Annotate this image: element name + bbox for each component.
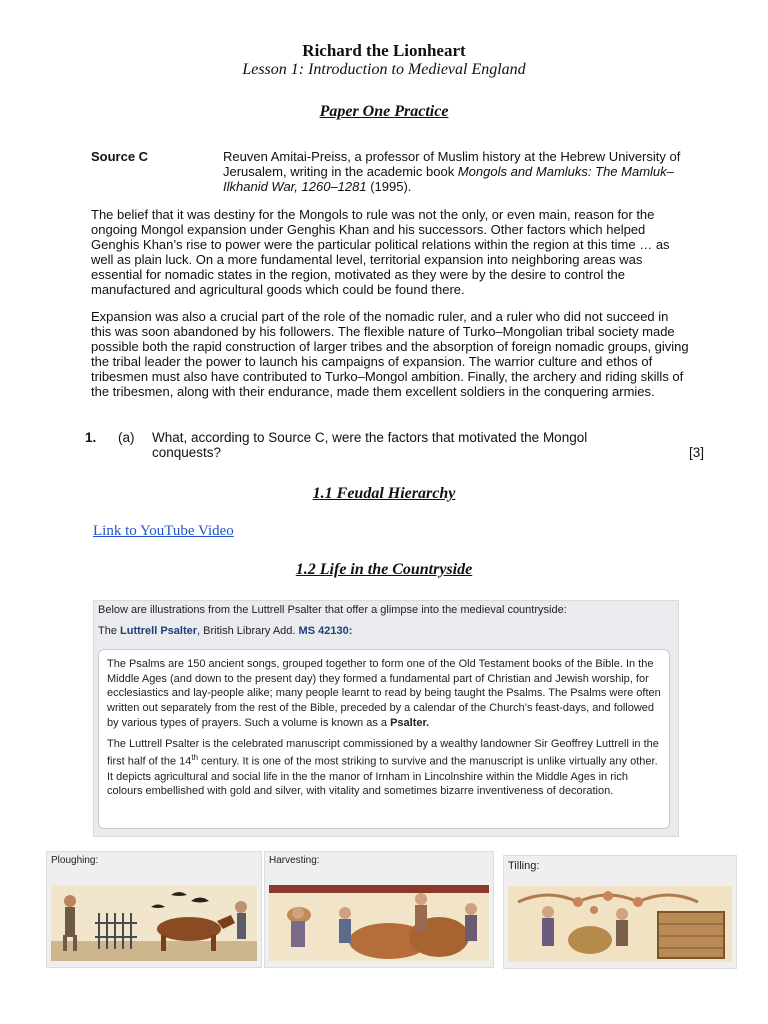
harvesting-label: Harvesting:	[269, 855, 320, 866]
source-paragraph-2: Expansion was also a crucial part of the role of the nomadic ruler, and a ruler who did not succeed in this was soon abandoned by his followers. The flexible nature of Turko–Mongolian tribal society made possible both the rapid construction of larger tribes and the absorption of foreign nomadic groups, giving the tribal leader the power to launch his campaigns of expansion. The warrior culture and ethos of tribesmen must also have contributed to Turko–Mongol ambition. Finally, the archery and riding skills of the tribesmen, along with their endurance, made them excellent soldiers in the conquering armies.	[91, 309, 689, 399]
psalter-description-card	[98, 649, 670, 829]
psalter-p1-end: .	[426, 716, 430, 729]
ref-suffix: :	[348, 625, 353, 637]
page-subtitle: Lesson 1: Introduction to Medieval England	[242, 61, 526, 78]
psalter-p1-text: The Psalms are 150 ancient songs, grouped together to form one of the Old Testament books of the Bible. In the Middle Ages (and down to the present day) they formed a fundamental part of Christian and Jewish worship, for ecclesiastics and lay-people alike; many people learnt to read by being taught the Psalms. The Psalms were often written out separately from the rest of the Bible, preceded by a calendar of the Church’s feast-days, and followed by various types of prayers. Such a volume is known as a	[107, 658, 661, 729]
psalter-p2-text-a: The Luttrell Psalter is the celebrated manuscript commissioned by a wealthy landowner Sir Geoffrey Luttrell in the first half of the 14	[107, 737, 659, 768]
source-year-text: (1995).	[366, 179, 412, 194]
question-number: 1.	[85, 430, 97, 445]
section-heading-feudal-hierarchy: 1.1 Feudal Hierarchy	[312, 485, 456, 502]
youtube-video-link[interactable]: Link to YouTube Video	[93, 523, 234, 539]
ploughing-label: Ploughing:	[51, 855, 99, 866]
source-author-text: Reuven Amitai-Preiss, a professor of Muslim history at the Hebrew University of Jerusalem, writing in the academic book	[223, 149, 681, 179]
page-title: Richard the Lionheart	[302, 41, 466, 60]
source-description	[223, 149, 693, 194]
tilling-label: Tilling:	[508, 860, 540, 872]
luttrell-reference	[98, 625, 352, 637]
harvesting-image	[269, 885, 489, 961]
manuscript-number: MS 42130	[298, 625, 349, 637]
psalter-term: Psalter	[390, 716, 427, 729]
ploughing-image	[51, 885, 257, 961]
psalter-p2-sup: th	[191, 753, 199, 763]
luttrell-psalter-excerpt	[93, 600, 679, 837]
tilling-miniature	[508, 886, 732, 962]
section-heading-countryside: 1.2 Life in the Countryside	[295, 561, 473, 578]
harvesting-miniature	[269, 885, 489, 961]
question-marks: [3]	[689, 445, 705, 460]
ref-prefix: The	[98, 625, 121, 637]
luttrell-psalter-name: Luttrell Psalter	[120, 625, 198, 637]
source-book-title: Mongols and Mamluks: The Mamluk–Ilkhanid War, 1260–1281	[223, 164, 674, 194]
tilling-image	[508, 886, 732, 962]
harvesting-illustration-panel	[264, 851, 494, 968]
psalter-paragraph-2	[107, 737, 661, 799]
section-heading-paper-one: Paper One Practice	[319, 103, 449, 120]
luttrell-intro-text: Below are illustrations from the Luttrell Psalter that offer a glimpse into the medieval countryside:	[98, 604, 567, 616]
ploughing-miniature	[51, 885, 257, 961]
psalter-paragraph-1	[107, 657, 661, 731]
question-part: (a)	[118, 430, 135, 445]
source-paragraph-1: The belief that it was destiny for the Mongols to rule was not the only, or even main, reason for the ongoing Mongol expansion under Genghis Khan and his successors. Other factors which helped Genghis Khan’s rise to power were the particular political relations within the region at this time … as well as plain luck. On a more fundamental level, territorial expansion into neighboring areas was essential for nomadic states in the region, motivated as they were by the desire to control the manufactured and agricultural goods which could be found there.	[91, 207, 670, 297]
source-label: Source C	[91, 149, 149, 164]
psalter-p2-text-b: century. It is one of the most striking to survive and the manuscript is unlike virtually any other. It depicts agricultural and social life in the the manor of Irnham in Lincolnshire within the Middle Ages in rich colours embellished with gold and silver, with vitality and sometimes bizarre inventiveness of decoration.	[107, 755, 658, 798]
question-text: What, according to Source C, were the factors that motivated the Mongol conquests?	[152, 430, 588, 460]
tilling-illustration-panel	[503, 855, 737, 969]
ploughing-illustration-panel	[46, 851, 262, 968]
ref-middle: , British Library Add.	[197, 625, 299, 637]
